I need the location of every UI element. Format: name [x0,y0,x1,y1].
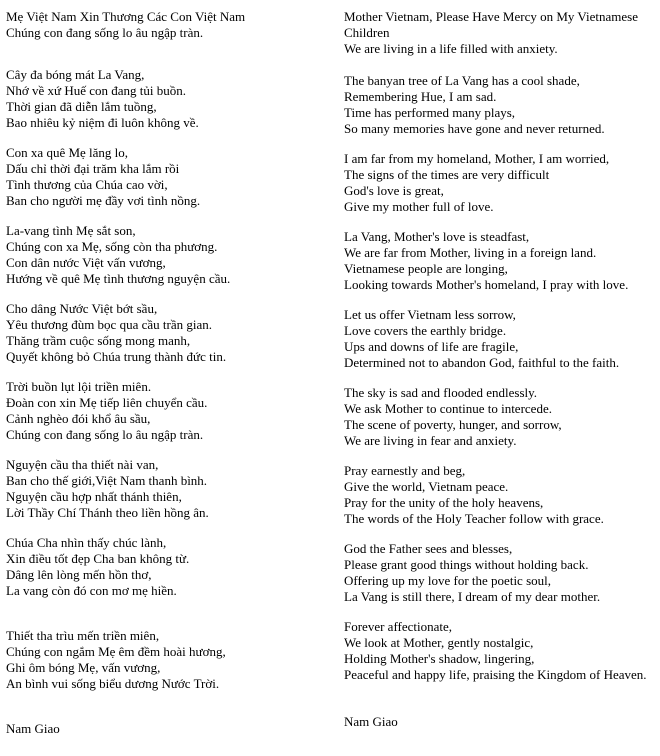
poem-line: Ban cho người mẹ đầy vơi tình nồng. [6,193,201,208]
poem-line: Time has performed many plays, [344,105,516,120]
poem-stanza [344,151,654,215]
poem-line: Looking towards Mother's homeland, I pray with love. [344,277,629,292]
poem-line: Cảnh nghèo đói khổ âu sầu, [6,411,151,426]
poem-line: The scene of poverty, hunger, and sorrow, [344,417,562,432]
poem-stanza [344,619,654,683]
poem-line: I am far from my homeland, Mother, I am worried, [344,151,610,166]
poem-line: Trời buồn lụt lội triền miên. [6,379,152,394]
poem-line: Xin điều tốt đẹp Cha ban không từ. [6,551,190,566]
poem-stanza [6,301,328,365]
poem-stanza [344,73,654,137]
poem-stanza [6,457,328,521]
poem-line: Đoàn con xin Mẹ tiếp liên chuyển cầu. [6,395,208,410]
poem-line: Ups and downs of life are fragile, [344,339,519,354]
poem-stanza [6,145,328,209]
poem-line: So many memories have gone and never returned. [344,121,605,136]
poem-line: Give my mother full of love. [344,199,494,214]
poem-line: Remembering Hue, I am sad. [344,89,497,104]
poem-line: God's love is great, [344,183,444,198]
poem-line: Dâng lên lòng mến hồn thơ, [6,567,152,582]
poem-line: Nhớ về xứ Huế con đang tủi buồn. [6,83,187,98]
poem-line: Forever affectionate, [344,619,453,634]
poem-line: The sky is sad and flooded endlessly. [344,385,538,400]
poem-stanza [344,385,654,449]
poem-line: La Vang is still there, I dream of my dear mother. [344,589,601,604]
poem-line: We are living in a life filled with anxiety. [344,41,558,56]
poem-line: Lời Thầy Chí Thánh theo liền hồng ân. [6,505,209,520]
poem-line: La vang còn đó con mơ mẹ hiền. [6,583,177,598]
poem-title: Mother Vietnam, Please Have Mercy on My Vietnamese Children [344,9,638,40]
english-translation-column [344,9,654,730]
poem-line: Love covers the earthly bridge. [344,323,507,338]
poem-stanza [344,541,654,605]
poem-line: Determined not to abandon God, faithful to the faith. [344,355,620,370]
poem-line: Ban cho thế giới,Việt Nam thanh bình. [6,473,208,488]
poem-line: Vietnamese people are longing, [344,261,508,276]
poem-line: Cho dâng Nước Việt bớt sầu, [6,301,158,316]
vietnamese-poem-column [6,9,328,737]
poem-line: La Vang, Mother's love is steadfast, [344,229,530,244]
poem-line: The signs of the times are very difficult [344,167,550,182]
poem-stanza [344,229,654,293]
poem-line: Thời gian đã diễn lắm tuồng, [6,99,157,114]
poem-line: Chúa Cha nhìn thấy chúc lành, [6,535,167,550]
poem-line: The words of the Holy Teacher follow with grace. [344,511,604,526]
poem-line: Let us offer Vietnam less sorrow, [344,307,516,322]
author-name: Nam Giao [6,721,60,736]
poem-line: Holding Mother's shadow, lingering, [344,651,535,666]
poem-line: Pray earnestly and beg, [344,463,466,478]
author-name: Nam Giao [344,714,398,729]
poem-stanza [344,463,654,527]
poem-line: Nguyện cầu tha thiết nài van, [6,457,159,472]
poem-line: Bao nhiêu kỷ niệm đi luôn không về. [6,115,199,130]
poem-stanza [6,67,328,131]
poem-line: Chúng con xa Mẹ, sống còn tha phương. [6,239,218,254]
poem-line: Ghi ôm bóng Mẹ, vấn vương, [6,660,161,675]
poem-line: Thiết tha trìu mến triền miên, [6,628,160,643]
poem-title: Mẹ Việt Nam Xin Thương Các Con Việt Nam [6,9,246,24]
poem-line: Yêu thương đùm bọc qua cầu trần gian. [6,317,212,332]
poem-line: La-vang tình Mẹ sắt son, [6,223,136,238]
poem-stanza [344,9,654,57]
poem-line: Hướng về quê Mẹ tình thương nguyện cầu. [6,271,231,286]
poem-line: Chúng con ngắm Mẹ êm đềm hoài hương, [6,644,226,659]
poem-line: Quyết không bỏ Chúa trung thành đức tin. [6,349,227,364]
poem-stanza [6,628,328,692]
poem-line: Thăng trầm cuộc sống mong manh, [6,333,191,348]
poem-line: We ask Mother to continue to intercede. [344,401,552,416]
poem-stanza [6,379,328,443]
poem-line: Chúng con đang sống lo âu ngập tràn. [6,25,204,40]
poem-line: Please grant good things without holding back. [344,557,589,572]
poem-line: We look at Mother, gently nostalgic, [344,635,534,650]
poem-line: Offering up my love for the poetic soul, [344,573,551,588]
poem-line: God the Father sees and blesses, [344,541,513,556]
poem-line: Chúng con đang sống lo âu ngập tràn. [6,427,204,442]
poem-stanza [6,223,328,287]
poem-stanza [6,535,328,599]
poem-line: Nguyện cầu hợp nhất thánh thiên, [6,489,182,504]
poem-line: An bình vui sống biểu dương Nước Trời. [6,676,220,691]
poem-line: Tình thương của Chúa cao vời, [6,177,168,192]
poem-line: Give the world, Vietnam peace. [344,479,509,494]
poem-line: Con dân nước Việt vấn vương, [6,255,166,270]
poem-line: Peaceful and happy life, praising the Kingdom of Heaven. [344,667,647,682]
poem-line: We are far from Mother, living in a foreign land. [344,245,597,260]
poem-stanza [344,307,654,371]
poem-line: Con xa quê Mẹ lăng lo, [6,145,129,160]
poem-line: The banyan tree of La Vang has a cool shade, [344,73,580,88]
poem-line: Cây đa bóng mát La Vang, [6,67,145,82]
poem-line: Dấu chỉ thời đại trăm kha lắm rồi [6,161,180,176]
poem-line: Pray for the unity of the holy heavens, [344,495,544,510]
poem-stanza [6,9,328,41]
poem-line: We are living in fear and anxiety. [344,433,517,448]
